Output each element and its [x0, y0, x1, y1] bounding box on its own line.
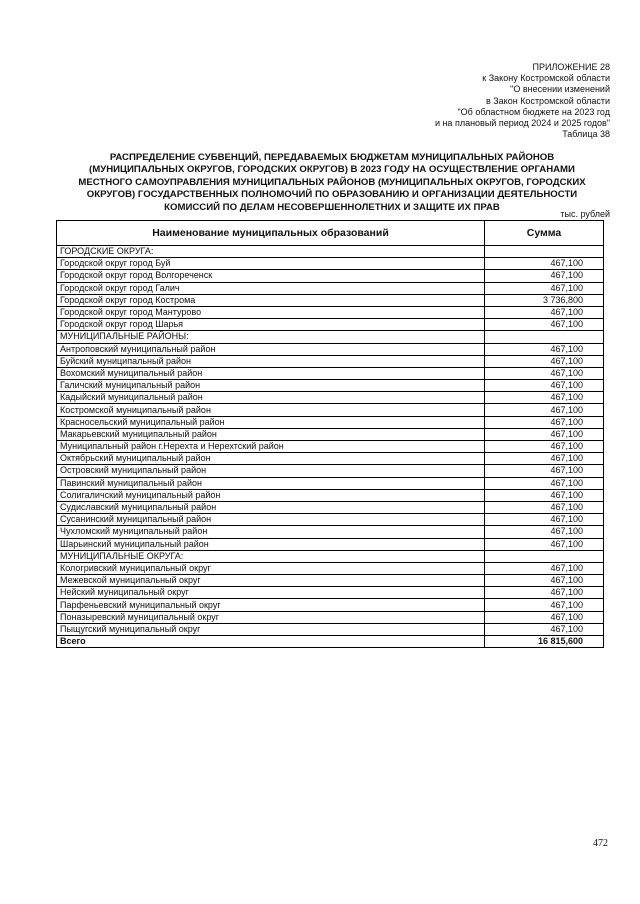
- sum-value: 467,100: [485, 282, 604, 294]
- sum-value: [485, 550, 604, 562]
- municipality-name: ГОРОДСКИЕ ОКРУГА:: [57, 246, 485, 258]
- municipality-name: Павинский муниципальный район: [57, 477, 485, 489]
- municipality-name: Шарьинский муниципальный район: [57, 538, 485, 550]
- table-row: [57, 514, 604, 526]
- appendix-line: и на плановый период 2024 и 2025 годов": [434, 118, 610, 129]
- sum-value: 467,100: [485, 258, 604, 270]
- sum-value: 467,100: [485, 587, 604, 599]
- table-row: [57, 489, 604, 501]
- sum-value: 467,100: [485, 392, 604, 404]
- sum-value: 467,100: [485, 575, 604, 587]
- table-row: [57, 526, 604, 538]
- sum-value: 467,100: [485, 465, 604, 477]
- table-row: [57, 319, 604, 331]
- appendix-line: к Закону Костромской области: [482, 73, 610, 84]
- sum-value: 3 736,800: [485, 294, 604, 306]
- table-row: [57, 587, 604, 599]
- sum-value: 467,100: [485, 453, 604, 465]
- table-row: [57, 343, 604, 355]
- sum-value: 467,100: [485, 562, 604, 574]
- municipality-name: Островский муниципальный район: [57, 465, 485, 477]
- municipality-name: Городской округ город Буй: [57, 258, 485, 270]
- municipality-name: Буйский муниципальный район: [57, 355, 485, 367]
- table-row: [57, 428, 604, 440]
- table-row: [57, 465, 604, 477]
- total-label: Всего: [57, 636, 485, 648]
- subventions-table: [56, 220, 604, 648]
- municipality-name: Межевской муниципальный округ: [57, 575, 485, 587]
- total-sum: 16 815,600: [485, 636, 604, 648]
- sum-value: 467,100: [485, 441, 604, 453]
- sum-value: 467,100: [485, 611, 604, 623]
- municipality-name: Сусанинский муниципальный район: [57, 514, 485, 526]
- appendix-line: "О внесении изменений: [510, 84, 610, 95]
- sum-value: 467,100: [485, 538, 604, 550]
- sum-value: 467,100: [485, 270, 604, 282]
- municipality-name: Чухломский муниципальный район: [57, 526, 485, 538]
- table-row: [57, 477, 604, 489]
- sum-value: 467,100: [485, 343, 604, 355]
- table-row: [57, 441, 604, 453]
- municipality-name: Макарьевский муниципальный район: [57, 428, 485, 440]
- sum-value: 467,100: [485, 526, 604, 538]
- sum-value: [485, 331, 604, 343]
- appendix-line: в Закон Костромской области: [485, 95, 610, 106]
- sum-value: 467,100: [485, 489, 604, 501]
- total-row: [57, 636, 604, 648]
- municipality-name: Галичский муниципальный район: [57, 380, 485, 392]
- table-row: [57, 355, 604, 367]
- municipality-name: МУНИЦИПАЛЬНЫЕ ОКРУГА:: [57, 550, 485, 562]
- table-row: [57, 575, 604, 587]
- municipality-name: Городской округ город Кострома: [57, 294, 485, 306]
- title-line: ОКРУГОВ) ГОСУДАРСТВЕННЫХ ПОЛНОМОЧИЙ ПО ОБРАЗОВАНИЮ И ОРГАНИЗАЦИИ ДЕЯТЕЛЬНОСТИ: [86, 189, 578, 201]
- sum-value: 467,100: [485, 428, 604, 440]
- sum-value: 467,100: [485, 477, 604, 489]
- municipality-name: Муниципальный район г.Нерехта и Нерехтский район: [57, 441, 485, 453]
- table-row: [57, 611, 604, 623]
- table-row: [57, 392, 604, 404]
- title-line: МЕСТНОГО САМОУПРАВЛЕНИЯ МУНИЦИПАЛЬНЫХ РАЙОНОВ (МУНИЦИПАЛЬНЫХ ОКРУГОВ, ГОРОДСКИХ: [78, 176, 586, 188]
- section-header-row: [57, 331, 604, 343]
- table-row: [57, 380, 604, 392]
- sum-value: 467,100: [485, 416, 604, 428]
- appendix-reference: [310, 62, 610, 140]
- municipality-name: Октябрьский муниципальный район: [57, 453, 485, 465]
- table-row: [57, 453, 604, 465]
- sum-value: [485, 246, 604, 258]
- sum-value: 467,100: [485, 404, 604, 416]
- sum-value: 467,100: [485, 380, 604, 392]
- table-number: Таблица 38: [562, 129, 610, 140]
- municipality-name: Костромской муниципальный район: [57, 404, 485, 416]
- sum-value: 467,100: [485, 501, 604, 513]
- document-title: [72, 152, 592, 214]
- sum-value: 467,100: [485, 355, 604, 367]
- sum-value: 467,100: [485, 623, 604, 635]
- municipality-name: МУНИЦИПАЛЬНЫЕ РАЙОНЫ:: [57, 331, 485, 343]
- title-line: (МУНИЦИПАЛЬНЫХ ОКРУГОВ, ГОРОДСКИХ ОКРУГОВ) В 2023 ГОДУ НА ОСУЩЕСТВЛЕНИЕ ОРГАНАМИ: [89, 164, 575, 176]
- table-row: [57, 282, 604, 294]
- section-header-row: [57, 550, 604, 562]
- table-row: [57, 562, 604, 574]
- table-row: [57, 270, 604, 282]
- table-row: [57, 258, 604, 270]
- municipality-name: Кологривский муниципальный округ: [57, 562, 485, 574]
- municipality-name: Пыщугский муниципальный округ: [57, 623, 485, 635]
- table-row: [57, 416, 604, 428]
- municipality-name: Поназыревский муниципальный округ: [57, 611, 485, 623]
- sum-value: 467,100: [485, 367, 604, 379]
- table-row: [57, 404, 604, 416]
- municipality-name: Парфеньевский муниципальный округ: [57, 599, 485, 611]
- sum-value: 467,100: [485, 599, 604, 611]
- municipality-name: Городской округ город Мантурово: [57, 306, 485, 318]
- table-header-row: [57, 221, 604, 246]
- page-number: 472: [593, 838, 608, 849]
- municipality-name: Судиславский муниципальный район: [57, 501, 485, 513]
- units-label: тыс. рублей: [560, 209, 610, 219]
- title-line: КОМИССИЙ ПО ДЕЛАМ НЕСОВЕРШЕННОЛЕТНИХ И ЗАЩИТЕ ИХ ПРАВ: [164, 201, 500, 213]
- municipality-name: Городской округ город Волгореченск: [57, 270, 485, 282]
- section-header-row: [57, 246, 604, 258]
- column-header-name: Наименование муниципальных образований: [57, 221, 485, 246]
- table-row: [57, 623, 604, 635]
- municipality-name: Вохомский муниципальный район: [57, 367, 485, 379]
- table-row: [57, 599, 604, 611]
- municipality-name: Кадыйский муниципальный район: [57, 392, 485, 404]
- municipality-name: Антроповский муниципальный район: [57, 343, 485, 355]
- table-row: [57, 294, 604, 306]
- table-body: [57, 246, 604, 648]
- municipality-name: Солигаличский муниципальный район: [57, 489, 485, 501]
- table-row: [57, 306, 604, 318]
- sum-value: 467,100: [485, 514, 604, 526]
- municipality-name: Красносельский муниципальный район: [57, 416, 485, 428]
- table-row: [57, 367, 604, 379]
- column-header-sum: Сумма: [485, 221, 604, 246]
- appendix-line: "Об областном бюджете на 2023 год: [457, 106, 610, 117]
- sum-value: 467,100: [485, 319, 604, 331]
- municipality-name: Городской округ город Галич: [57, 282, 485, 294]
- table-row: [57, 538, 604, 550]
- appendix-line: ПРИЛОЖЕНИЕ 28: [532, 62, 610, 72]
- table-row: [57, 501, 604, 513]
- title-line: РАСПРЕДЕЛЕНИЕ СУБВЕНЦИЙ, ПЕРЕДАВАЕМЫХ БЮДЖЕТАМ МУНИЦИПАЛЬНЫХ РАЙОНОВ: [109, 152, 555, 163]
- municipality-name: Нейский муниципальный округ: [57, 587, 485, 599]
- municipality-name: Городской округ город Шарья: [57, 319, 485, 331]
- sum-value: 467,100: [485, 306, 604, 318]
